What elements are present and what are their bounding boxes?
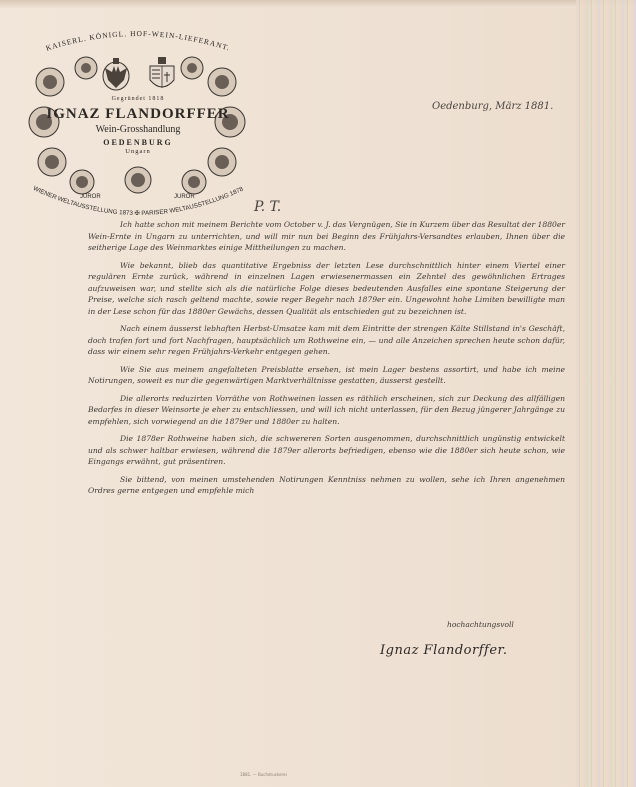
signature: Ignaz Flandorffer. — [380, 643, 508, 658]
letterhead — [22, 22, 254, 232]
company-city: OEDENBURG — [103, 138, 173, 147]
closing: hochachtungsvoll — [447, 620, 514, 629]
paragraph: Die 1878er Rothweine haben sich, die schwereren Sorten ausgenommen, durchschnittlich ungünstig entwickelt und als schwer haltbar erwiesen, während die 1879er allerorts befriedigen, ebenso wie die 1880er sich heute schon, wie Eingangs erwähnt, gut präsentiren. — [88, 434, 565, 466]
paper-fold — [0, 0, 636, 8]
paragraph: Wie Sie aus meinem angefalteten Preisblatte ersehen, ist mein Lager bestens assortirt, und habe ich meine Notirungen, soweit es nur die gegenwärtigen Marktverhältnisse gestatten, äusserst gestellt. — [88, 364, 565, 385]
company-country: Ungarn — [125, 148, 151, 155]
company-name: IGNAZ FLANDORFFER — [46, 106, 230, 122]
salutation: P. T. — [254, 199, 282, 215]
letter-body — [88, 219, 565, 503]
letterhead-arc-top: KAISERL. KÖNIGL. HOF-WEIN-LIEFERANT. — [44, 28, 232, 53]
eagle-crest-icon — [103, 58, 129, 90]
dateline: Oedenburg, März 1881. — [432, 101, 554, 112]
paragraph: Wie bekannt, blieb das quantitative Ergebniss der letzten Lese durchschnittlich hinter einem Viertel einer regulären Ernte zurück, während in einzelnen Lagen erwiesenermassen ein Zehntel des gewöhnlichen Ertrages aufzuweisen war, und stellte sich als die natürliche Folge dieses bedeutenden Ausfalles eine spontane Steigerung der Preise, welche sich rasch geltend machte, sowie reger Begehr nach 1879er ein. Ungewohnt hohe Limiten bewilligte man in der Lese schon für das 1880er Gewächs, dessen Qualität als entschieden gut zu bezeichnen ist. — [88, 260, 565, 316]
stacked-page-edges — [576, 0, 636, 787]
printer-imprint: 1881. — Buchdruckerei — [240, 772, 287, 777]
paragraph: Ich hatte schon mit meinem Berichte vom October v. J. das Vergnügen, Sie in Kurzem über das Resultat der 1880er Wein-Ernte in Ungarn zu unterrichten, und will mir nun bei Beginn des Frühjahrs-Versandtes erlauben, Ihnen über die seitherige Lage des Weinmarktes einige Mittheilungen zu machen. — [88, 220, 565, 252]
letterhead-founded: Gegründet 1818 — [111, 96, 165, 102]
company-subtitle: Wein-Grosshandlung — [95, 124, 181, 135]
juror-label-left: JUROR — [80, 194, 101, 200]
paragraph: Nach einem äusserst lebhaften Herbst-Umsatze kam mit dem Eintritte der strengen Kälte Stillstand in's Geschäft, doch trafen fort und fort Nachfragen, hauptsächlich um Rothweine ein, — und alle Anzeichen sprechen heute schon dafür, dass wir einem sehr regen Frühjahrs-Verkehr entgegen gehen. — [88, 324, 565, 356]
juror-label-right: JUROR — [174, 194, 195, 200]
paragraph: Sie bittend, von meinen umstehenden Notirungen Kenntniss nehmen zu wollen, sehe ich Ihren angenehmen Ordres gerne entgegen und empfehle mich — [88, 474, 565, 495]
letterhead-arc-bottom: WIENER WELTAUSSTELLUNG 1873 ✠ PARISER WELTAUSSTELLUNG 1878 — [32, 184, 245, 218]
hungarian-crest-icon — [150, 57, 174, 88]
paragraph: Die allerorts reduzirten Vorräthe von Rothweinen lassen es räthlich erscheinen, sich zur Deckung des allfälligen Bedarfes in dieser Weinsorte je eher zu entschliessen, und will ich nicht unterlassen, für den Bezug jüngerer Jahrgänge zu empfehlen, sich vorwiegend an die 1879er und 1880er zu halten. — [88, 393, 565, 426]
